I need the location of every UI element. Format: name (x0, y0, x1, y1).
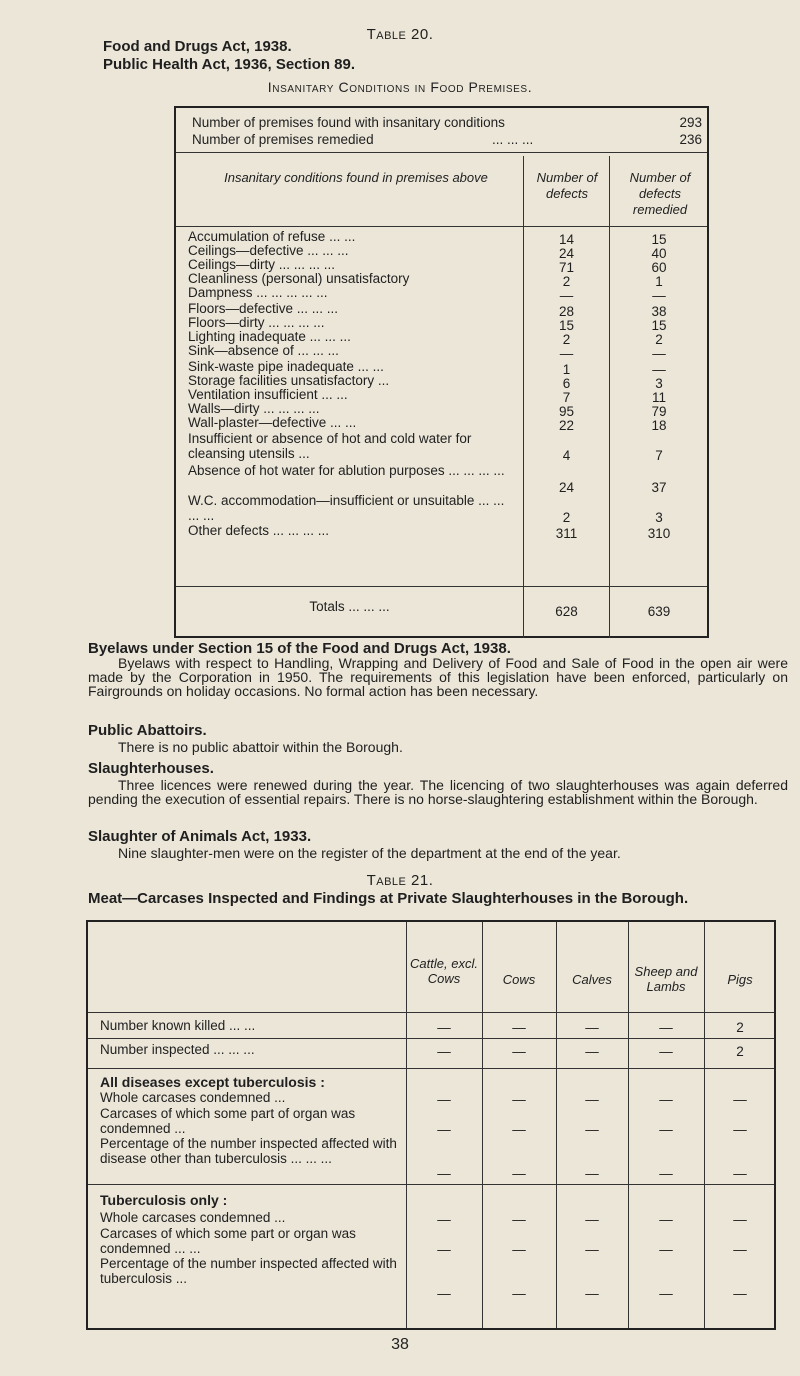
summary-value: 293 (679, 115, 702, 130)
table-cell: — (437, 1286, 451, 1301)
table-cell: — (437, 1044, 451, 1059)
table-cell: — (585, 1212, 599, 1227)
byelaws-heading: Byelaws under Section 15 of the Food and Drugs Act, 1938. (88, 640, 511, 657)
table-cell: 2 (736, 1044, 744, 1059)
table-cell: — (585, 1092, 599, 1107)
row-label: Percentage of the number inspected affected with disease other than tuberculosis ... ... ... (100, 1136, 397, 1166)
row-label: Number inspected ... ... ... (100, 1042, 255, 1057)
defects-value: 24 (558, 246, 575, 261)
table-row-label: Ventilation insufficient ... ... (188, 387, 348, 402)
table-row-label: Cleanliness (personal) unsatisfactory (188, 271, 410, 286)
table-21-caption: Table 21. (366, 872, 434, 889)
summary-row (192, 131, 702, 148)
header-defects: Number of defects (536, 170, 598, 201)
table-row-label: Lighting inadequate ... ... ... (188, 329, 351, 344)
remedied-value: 1 (655, 274, 663, 289)
table-row-label: Accumulation of refuse ... ... (188, 229, 356, 244)
table-row-label: Insufficient or absence of hot and cold water for cleansing utensils ... (188, 431, 472, 461)
remedied-value: 3 (655, 376, 663, 391)
row-label: Number known killed ... ... (100, 1018, 256, 1033)
remedied-value: 79 (651, 404, 667, 419)
defects-value: 14 (558, 232, 575, 247)
header-remedied: Number of defects remedied (629, 170, 691, 217)
remedied-value: 37 (651, 480, 667, 495)
table-cell: — (512, 1242, 526, 1257)
defects-value: — (559, 346, 574, 361)
abattoirs-heading: Public Abattoirs. (88, 722, 207, 739)
remedied-value: 7 (655, 448, 663, 463)
defects-value: 22 (558, 418, 575, 433)
defects-value: 4 (562, 448, 571, 463)
table-row-label: Wall-plaster—defective ... ... (188, 415, 357, 430)
table-row-label: Ceilings—dirty ... ... ... ... (188, 257, 336, 272)
table-cell: — (512, 1092, 526, 1107)
defects-value: 311 (555, 526, 578, 541)
group-heading: Tuberculosis only : (100, 1192, 228, 1208)
table-cell: — (512, 1020, 526, 1035)
header-cattle: Cattle, excl. Cows (410, 956, 478, 986)
table-cell: — (512, 1044, 526, 1059)
header-calves: Calves (572, 972, 612, 987)
act-title-public-health: Public Health Act, 1936, Section 89. (103, 56, 356, 73)
table-21-title: Meat—Carcases Inspected and Findings at Private Slaughterhouses in the Borough. (88, 890, 689, 907)
header-cows: Cows (502, 972, 536, 987)
table-20 (174, 106, 709, 638)
table-cell: — (733, 1166, 747, 1181)
row-label: Carcases of which some part of organ was condemned ... (100, 1106, 356, 1136)
table-row-label: Walls—dirty ... ... ... ... (188, 401, 320, 416)
defects-value: — (559, 288, 574, 303)
table-cell: — (659, 1212, 673, 1227)
divider (88, 1012, 774, 1013)
table-row-label: Absence of hot water for ablution purposes ... ... ... ... (188, 463, 505, 478)
summary-value: 236 (679, 132, 702, 147)
table-cell: — (585, 1020, 599, 1035)
table-cell: — (733, 1092, 747, 1107)
table-20-summary (192, 114, 702, 148)
summary-leader-dots: ... ... ... (492, 132, 534, 147)
remedied-value: 18 (651, 418, 667, 433)
remedied-value: 310 (647, 526, 671, 541)
table-cell: — (512, 1212, 526, 1227)
remedied-value: 38 (651, 304, 667, 319)
divider (88, 1068, 774, 1069)
defects-value: 15 (558, 318, 575, 333)
table-cell: — (659, 1044, 673, 1059)
table-cell: — (437, 1092, 451, 1107)
table-cell: — (512, 1122, 526, 1137)
table-20-subtitle: Insanitary Conditions in Food Premises. (267, 79, 533, 95)
remedied-value: — (652, 346, 666, 361)
table-row-label: Dampness ... ... ... ... ... (188, 285, 328, 300)
row-label: Carcases of which some part or organ was condemned ... ... (100, 1226, 356, 1256)
slaughterhouses-text: Three licences were renewed during the year. The licencing of two slaughterhouses was again deferred pending the execution of essential repairs. There is no horse-slaughtering establishment within the Borough. (88, 777, 788, 807)
table-cell: — (437, 1122, 451, 1137)
table-cell: — (512, 1166, 526, 1181)
header-sheep-lambs: Sheep and Lambs (634, 964, 698, 994)
remedied-value: — (652, 362, 666, 377)
table-row-label: W.C. accommodation—insufficient or unsuitable ... ... ... ... (188, 493, 505, 523)
table-row-label: Sink-waste pipe inadequate ... ... (188, 359, 384, 374)
header-pigs: Pigs (727, 972, 753, 987)
table-row-label: Storage facilities unsatisfactory ... (188, 373, 390, 388)
summary-label: Number of premises remedied (192, 132, 374, 147)
byelaws-text: Byelaws with respect to Handling, Wrapping and Delivery of Food and Sale of Food in the open air were made by the Corporation in 1950. The requirements of this legislation have been enforced, particularly on Fairgrounds on holiday occasions. No formal action has been necessary. (88, 655, 788, 699)
remedied-value: 2 (655, 332, 663, 347)
header-condition: Insanitary conditions found in premises above (224, 170, 488, 185)
table-cell: — (659, 1122, 673, 1137)
table-cell: — (437, 1212, 451, 1227)
slaughter-act-heading: Slaughter of Animals Act, 1933. (88, 828, 312, 845)
abattoirs-text: There is no public abattoir within the Borough. (118, 739, 403, 755)
defects-value: 2 (562, 332, 571, 347)
slaughterhouses-heading: Slaughterhouses. (88, 760, 214, 777)
table-20-caption: Table 20. (366, 26, 434, 43)
table-cell: — (659, 1020, 673, 1035)
table-cell: — (659, 1286, 673, 1301)
totals-remedied: 639 (647, 604, 671, 619)
slaughter-act-text: Nine slaughter-men were on the register of the department at the end of the year. (118, 845, 621, 861)
table-21 (86, 920, 776, 1330)
summary-row (192, 114, 702, 131)
table-row-label: Other defects ... ... ... ... (188, 523, 330, 538)
divider (176, 152, 707, 153)
remedied-value: 11 (651, 390, 666, 405)
table-row-label: Floors—dirty ... ... ... ... (188, 315, 325, 330)
row-label: Whole carcases condemned ... (100, 1090, 286, 1105)
table-cell: — (512, 1286, 526, 1301)
defects-value: 24 (558, 480, 575, 495)
remedied-value: 60 (651, 260, 667, 275)
table-row-label: Floors—defective ... ... ... (188, 301, 339, 316)
table-cell: — (585, 1242, 599, 1257)
row-label: Whole carcases condemned ... (100, 1210, 286, 1225)
table-cell: — (733, 1212, 747, 1227)
remedied-value: 3 (655, 510, 663, 525)
table-cell: — (733, 1242, 747, 1257)
table-row-label: Ceilings—defective ... ... ... (188, 243, 349, 258)
defects-value: 2 (562, 274, 571, 289)
divider (176, 226, 707, 227)
remedied-value: 40 (651, 246, 667, 261)
table-cell: — (585, 1166, 599, 1181)
defects-value: 2 (562, 510, 571, 525)
divider (176, 586, 707, 587)
defects-value: 1 (562, 362, 571, 377)
defects-value: 95 (558, 404, 575, 419)
divider (88, 1184, 774, 1185)
totals-defects: 628 (555, 604, 578, 619)
table-cell: — (659, 1092, 673, 1107)
remedied-value: 15 (651, 232, 667, 247)
table-cell: — (585, 1286, 599, 1301)
table-cell: — (585, 1044, 599, 1059)
divider (88, 1038, 774, 1039)
remedied-value: 15 (651, 318, 667, 333)
act-title-food-drugs: Food and Drugs Act, 1938. (103, 38, 292, 55)
table-cell: — (733, 1286, 747, 1301)
group-heading: All diseases except tuberculosis : (100, 1074, 325, 1090)
remedied-value: — (652, 288, 666, 303)
table-cell: 2 (736, 1020, 744, 1035)
totals-label: Totals ... ... ... (309, 599, 390, 614)
table-cell: — (659, 1242, 673, 1257)
table-cell: — (437, 1020, 451, 1035)
defects-value: 6 (562, 376, 571, 391)
table-cell: — (733, 1122, 747, 1137)
defects-value: 7 (562, 390, 571, 405)
table-cell: — (659, 1166, 673, 1181)
table-cell: — (437, 1242, 451, 1257)
table-cell: — (437, 1166, 451, 1181)
summary-label: Number of premises found with insanitary conditions (192, 115, 505, 130)
table-cell: — (585, 1122, 599, 1137)
defects-value: 71 (558, 260, 575, 275)
table-row-label: Sink—absence of ... ... ... (188, 343, 339, 358)
defects-value: 28 (558, 304, 575, 319)
row-label: Percentage of the number inspected affected with tuberculosis ... (100, 1256, 397, 1286)
page-number: 38 (391, 1336, 409, 1353)
